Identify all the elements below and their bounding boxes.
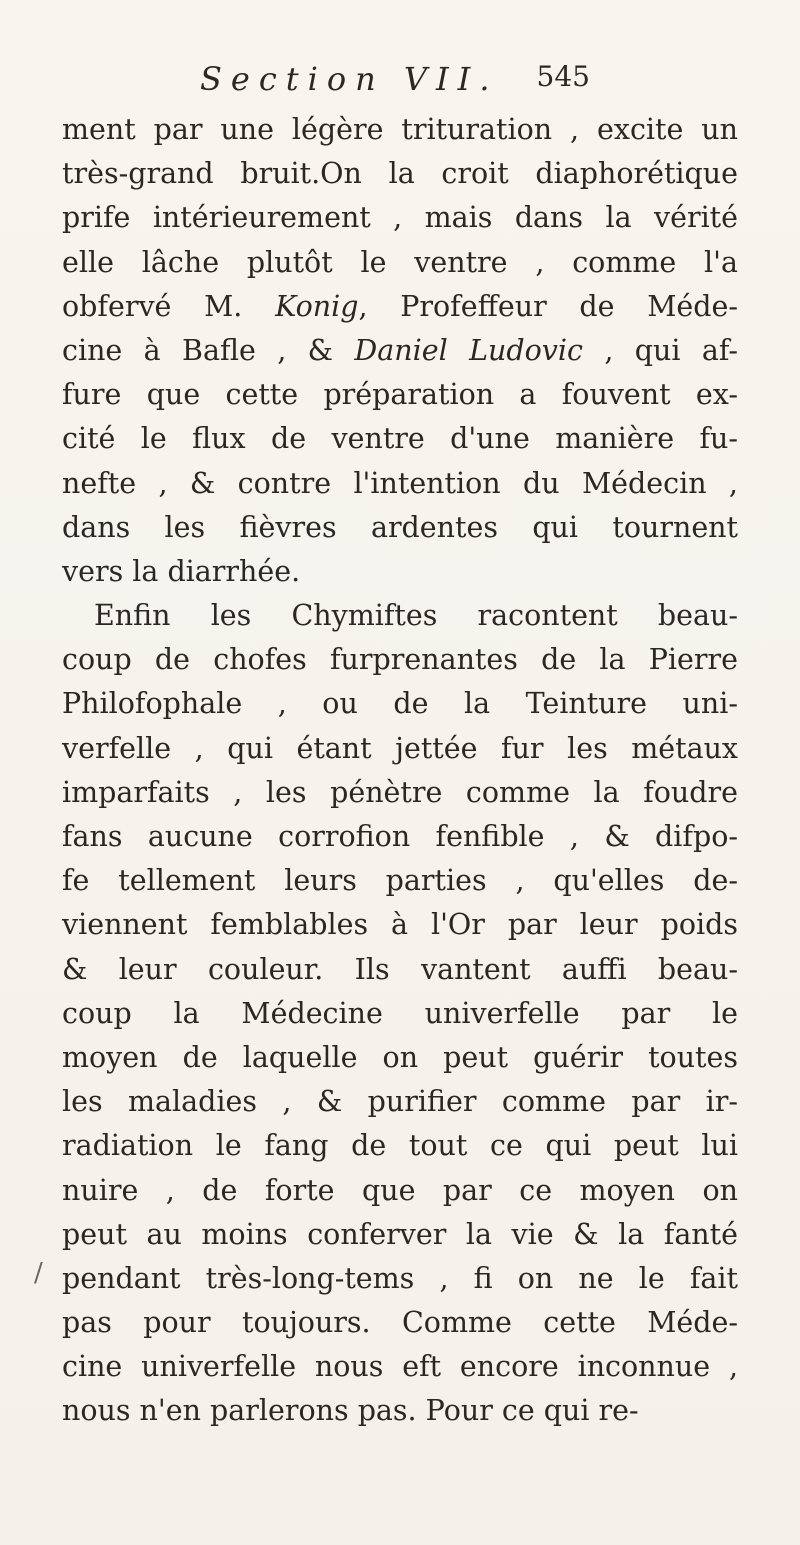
text-line: pendant très-long-tems , fi on ne le fait [62,1261,738,1295]
text-line: les maladies , & purifier comme par ir- [62,1085,738,1119]
text-line: coup la Médecine univerfelle par le [62,996,738,1030]
text-line: dans les fièvres ardentes qui tournent [62,510,738,544]
text-line: fure que cette préparation a fouvent ex- [62,378,738,412]
text-line: cité le flux de ventre d'une manière fu- [62,422,738,456]
text-line: vers la diarrhée. [62,554,301,588]
italic-name: Daniel Ludovic [354,333,583,367]
text-line: cine univerfelle nous eft encore inconnue , [62,1350,738,1384]
text-line: cine à Bafle , & Daniel Ludovic , qui af- [62,333,738,367]
text-line: prife intérieurement , mais dans la vérité [62,201,738,235]
text-line: ment par une légère trituration , excite un [62,113,738,146]
running-title: Section VII. [200,60,499,98]
text-line: peut au moins conferver la vie & la fanté [62,1217,738,1251]
italic-name: Konig [275,289,359,323]
margin-mark: / [34,1258,43,1288]
text-line: fe tellement leurs parties , qu'elles de- [62,864,738,898]
text-line: moyen de laquelle on peut guérir toutes [62,1040,738,1074]
text-line: imparfaits , les pénètre comme la foudre [62,775,738,809]
text-line: pas pour toujours. Comme cette Méde- [62,1306,738,1340]
text-line: nefte , & contre l'intention du Médecin , [62,466,738,500]
text-line: verfelle , qui étant jettée fur les métaux [62,731,738,765]
text-line: elle lâche plutôt le ventre , comme l'a [62,245,738,279]
text-line: & leur couleur. Ils vantent auffi beau- [62,952,738,986]
text-line: viennent femblables à l'Or par leur poids [62,908,738,942]
text-line: radiation le fang de tout ce qui peut lui [62,1129,738,1163]
text-line: nous n'en parlerons pas. Pour ce qui re- [62,1394,639,1428]
paragraph [62,594,738,1434]
body-text [62,108,738,1434]
text-line: coup de chofes furprenantes de la Pierre [62,643,738,677]
text-line: très-grand bruit.On la croit diaphorétique [62,157,738,191]
text-line: Enfin les Chymiftes racontent beau- [94,599,738,633]
paragraph [62,108,738,594]
page-number: 545 [536,60,590,93]
page-header [200,60,590,100]
text-line: obfervé M. Konig, Profeffeur de Méde- [62,289,738,323]
text-line: fans aucune corrofion fenfible , & difpo- [62,820,738,853]
text-line: Philofophale , ou de la Teinture uni- [62,687,738,721]
text-line: nuire , de forte que par ce moyen on [62,1173,738,1207]
